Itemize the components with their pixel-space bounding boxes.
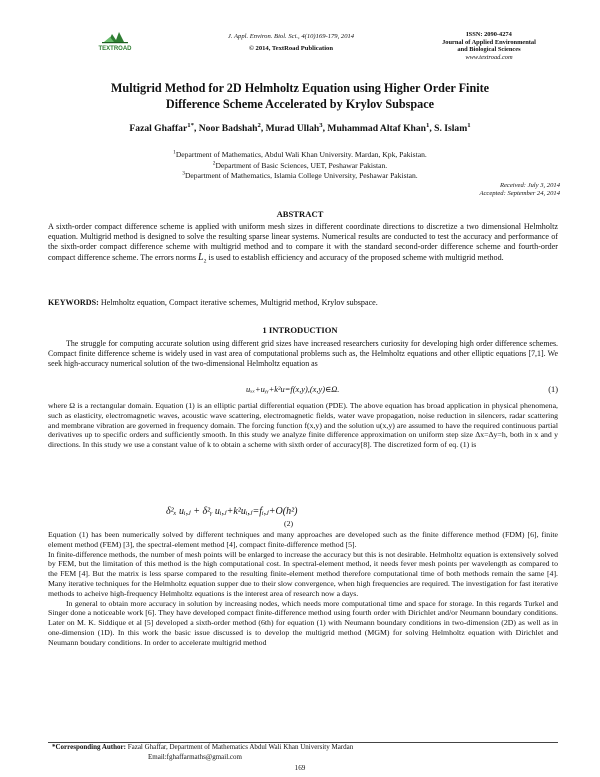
equation-1 — [48, 384, 558, 400]
norm-subscript: 2 — [203, 258, 207, 265]
intro-paragraph-2 — [48, 401, 558, 450]
equation-1-number: (1) — [548, 385, 558, 394]
copyright-line: © 2014, TextRoad Publication — [248, 45, 334, 52]
paragraph: In finite-difference methods, the number of mesh points will be enlarged to increase the accuracy but this is not desirable. Helmholtz equation is extensively solved by FEM, but the limitation of this method is the high computational cost. In spectral-element method, it needs fever mesh points per wavelength as compared to the FEM [4]. But the matrix is less sparse compared to the resulting finite-element method therefore computational time of both methods remain the same [4]. Many iterative techniques for the Helmholtz equation supper due to their slow convergence, when high frequencies are required. The investigation for fast iterative methods to acheive high-frequency Helmholtz equations is the interest area of research now a days. — [48, 549, 558, 598]
journal-info — [424, 31, 554, 61]
logo-text: TEXTROAD — [98, 46, 132, 52]
affiliation-text: Department of Mathematics, Islamia College University, Peshawar Pakistan. — [184, 171, 418, 180]
author-name: Fazal Ghaffar — [129, 123, 188, 134]
accepted-date: Accepted: September 24, 2014 — [479, 190, 560, 198]
equation-2-number: (2) — [284, 519, 294, 528]
journal-name-line2: and Biological Sciences — [457, 46, 521, 54]
intro-body — [48, 530, 558, 648]
paragraph: Equation (1) has been numerically solved by different techniques and many approaches are developed such as the finite difference method (FDM) [6], finite element method (FEM) [3], the spectral-element method [4], compact finite-difference method [5]. — [48, 530, 558, 549]
affiliation-text: Department of Basic Sciences, UET, Peshawar Pakistan. — [215, 160, 388, 170]
author-sup: 1 — [426, 121, 430, 129]
abstract-text-end: is used to establish efficiency and accuracy of the proposed scheme with multigrid method. — [206, 252, 504, 262]
section-heading-introduction: 1 INTRODUCTION — [262, 325, 338, 335]
author-sup: 3 — [319, 121, 323, 129]
affiliation-item — [100, 161, 500, 172]
intro-paragraph-1: The struggle for computing accurate solution using different grid sizes have increased researchers curiosity for developing high order difference schemes. Compact finite difference scheme is widely used in vast area of computational problems such as, the Helmholtz equations and other elliptic equations [7,1]. We seek high-accuracy numerical solution of the two-dimensional Helmholtz equation as — [48, 339, 558, 368]
author-name: Muhammad Altaf Khan — [327, 123, 427, 134]
keywords — [48, 298, 558, 308]
author-list: Fazal Ghaffar$^{1*}$, Noor Badshah$^2$, Murad Ullah$^3$, Muhammad Altaf Khan$^1$, S. Islam$^1$ — [129, 121, 471, 134]
journal-name-line1: Journal of Applied Environmental — [442, 38, 536, 46]
affiliation-item — [100, 150, 500, 161]
affiliation-sup: 3 — [182, 170, 185, 177]
affiliation-sup: 1 — [173, 149, 176, 156]
affiliation-sup: 2 — [212, 159, 216, 166]
equation-2-body: δ²ₓ uᵢ,ⱼ + δ²ᵧ uᵢ,ⱼ+k²uᵢ,ⱼ=fᵢ,ⱼ+O(h²) — [166, 506, 298, 517]
author-name: Murad Ullah — [265, 123, 320, 134]
abstract-heading: ABSTRACT — [276, 209, 324, 219]
journal-reference: J. Appl. Environ. Biol. Sci., 4(10)169-179, 2014 — [227, 33, 355, 40]
abstract-text: A sixth-order compact difference scheme is applied with uniform mesh sizes in different coordinate directions to discretize a two dimensional Helmholtz equation. Multigrid method is designed to solve the resulting sparse linear systems. Numerical results are conducted to test the accuracy and performance of the sixth-order compact difference scheme with multigrid method and to compare it with the standard second-order difference scheme and fourth-order compact difference scheme. The errors norms — [48, 222, 558, 262]
corresponding-author-note — [52, 743, 562, 762]
abstract-body — [48, 222, 558, 263]
page-number: 169 — [294, 764, 306, 772]
affiliation-text: Department of Mathematics, Abdul Wali Khan University. Mardan, Kpk, Pakistan. — [175, 150, 427, 159]
author-sup: 2 — [257, 121, 261, 129]
corresponding-label: *Corresponding Author: — [52, 743, 126, 751]
affiliations — [100, 150, 500, 182]
publisher-logo-icon — [88, 28, 142, 54]
journal-website[interactable]: www.textroad.com — [465, 53, 513, 61]
equation-2 — [48, 506, 558, 530]
corresponding-line — [52, 743, 562, 753]
submission-dates — [390, 182, 560, 198]
keywords-list: Helmholtz equation, Compact iterative schemes, Multigrid method, Krylov subspace. — [98, 298, 378, 307]
title-line1: Multigrid Method for 2D Helmholtz Equation using Higher Order Finite — [110, 81, 490, 95]
affiliation-item — [100, 171, 500, 182]
received-date: Received: July 3, 2014 — [499, 182, 560, 189]
issn: ISSN: 2090-4274 — [466, 31, 512, 38]
paper-title — [70, 80, 530, 112]
author-sup: 1 — [467, 121, 471, 129]
publisher-logo — [88, 28, 142, 54]
paragraph: In general to obtain more accuracy in solution by increasing nodes, which needs more computational time and space for storage. In this regards Turkel and Singer done a noticeable work [6]. They have developed compact finite-difference method using fourth order with Dirichlet and/or Neumann boundary conditions. Later on M. K. Siddique et al [5] developed a sixth-order method (6th) for equation (1) with Neumann boundary conditions in two-dimension (2D) as well as in one-dimension (1D). In this work the basic issue discussed is to develop the multigrid method (MGM) for solving Helmholtz equation with Dirichlet and Neumann boudary conditions. In order to accelerate multigrid method — [48, 598, 558, 647]
norm-symbol: L — [198, 251, 204, 263]
equation-1-body: uₓₓ+uᵧᵧ+k²u=f(x,y),(x,y)∈Ω. — [246, 385, 340, 394]
keywords-label: KEYWORDS: — [48, 298, 99, 307]
title-line2: Difference Scheme Accelerated by Krylov Subspace — [165, 97, 435, 111]
corresponding-text: Fazal Ghaffar, Department of Mathematics Abdul Wali Khan University Mardan — [125, 743, 354, 751]
corresponding-email[interactable]: Email:fghaffarmaths@gmail.com — [148, 752, 242, 761]
author-name: S. Islam — [434, 123, 468, 134]
author-sup: 1* — [187, 121, 194, 129]
author-name: Noor Badshah — [198, 123, 258, 134]
paragraph: where Ω is a rectangular domain. Equation (1) is an elliptic partial differential equation (PDE). The above equation has broad application in physical phenomena, such as elasticity, electromagnetic waves, acoustic wave scattering, electromagnetic fields, water wave propagation, noise reduction in silencers, radar scattering and membrane vibration are governed in frequency domain. The forcing function f(x,y) and the solution u(x,y) are assumed to have the required continuous partial derivatives up to specific orders and sufficiently smooth. In this study we analyze finite difference approximation on uniform step size Δx=Δy=h, both in x and y directions. In this study we use a constant value of k to obtain a scheme with sixth order of accuracy[8]. The discretized form of eq. (1) is — [48, 401, 558, 450]
